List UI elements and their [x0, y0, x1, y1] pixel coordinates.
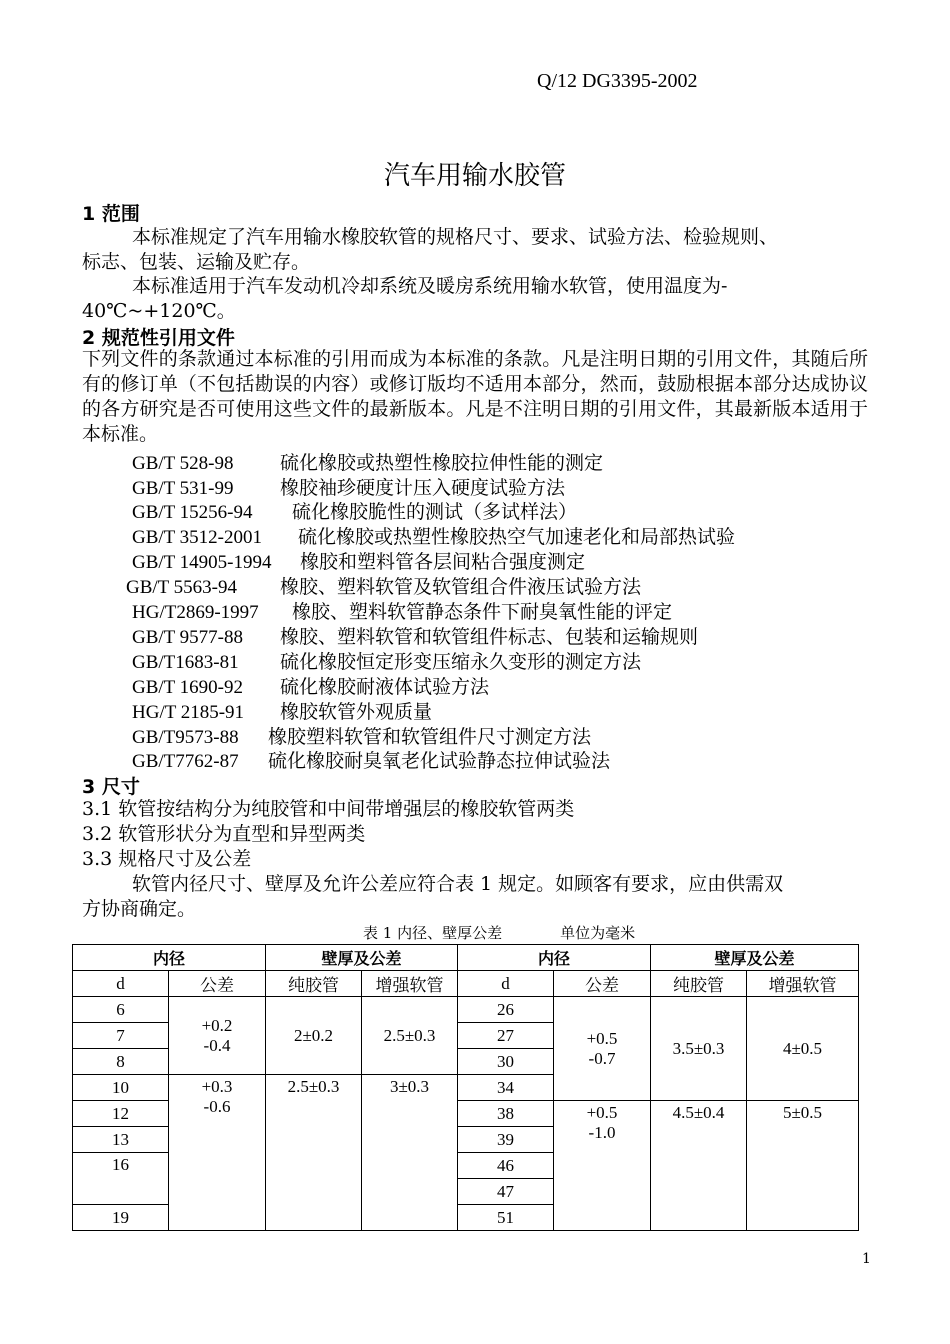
reference-title: 硫化橡胶耐液体试验方法: [280, 676, 490, 698]
col-header-d: d: [458, 971, 554, 997]
reference-item: [132, 473, 565, 500]
standard-code: Q/12 DG3395-2002: [537, 70, 698, 92]
reference-code: GB/T9573-88: [132, 727, 239, 748]
col-header-reinforced: 增强软管: [747, 971, 859, 997]
cell-diameter: 12: [73, 1101, 169, 1127]
reference-code: HG/T2869-1997: [132, 602, 259, 623]
reference-title: 橡胶袖珍硬度计压入硬度试验方法: [280, 477, 566, 499]
reference-item: [132, 448, 603, 475]
col-header-pure-rubber: 纯胶管: [266, 971, 362, 997]
header-inner-diameter-right: 内径: [458, 945, 651, 971]
reference-title: 硫化橡胶耐臭氧老化试验静态拉伸试验法: [268, 750, 611, 772]
reference-item: [132, 746, 610, 773]
cell-reinforced-wall: 4±0.5: [747, 997, 859, 1101]
cell-diameter: 27: [458, 1023, 554, 1049]
header-inner-diameter-left: 内径: [73, 945, 266, 971]
cell-pure-wall: 3.5±0.3: [651, 997, 747, 1101]
cell-diameter: 39: [458, 1127, 554, 1153]
cell-diameter: 6: [73, 997, 169, 1023]
tolerance-lower: -0.4: [203, 1035, 231, 1055]
section-3-para-line1: 软管内径尺寸、壁厚及允许公差应符合表 1 规定。如顾客有要求，应由供需双: [132, 873, 784, 895]
reference-title: 硫化橡胶脆性的测试（多试样法）: [292, 501, 578, 523]
section-3-item-3: 3.3 规格尺寸及公差: [82, 848, 252, 870]
section-1-para1-line2: 标志、包装、运输及贮存。: [82, 251, 311, 273]
reference-item: [132, 647, 641, 674]
col-header-d: d: [73, 971, 169, 997]
col-header-tolerance: 公差: [169, 971, 266, 997]
reference-title: 橡胶、塑料软管和软管组件标志、包装和运输规则: [280, 626, 699, 648]
section-2-heading: 2 规范性引用文件: [82, 327, 235, 349]
header-wall-thickness-left: 壁厚及公差: [266, 945, 458, 971]
col-header-tolerance: 公差: [554, 971, 651, 997]
section-3-item-2: 3.2 软管形状分为直型和异型两类: [82, 823, 366, 845]
table-caption: [363, 922, 635, 943]
reference-item: [132, 497, 577, 524]
cell-diameter: 30: [458, 1049, 554, 1075]
cell-diameter: 7: [73, 1023, 169, 1049]
cell-reinforced-wall: 3±0.3: [362, 1075, 458, 1231]
reference-code: GB/T 5563-94: [126, 577, 238, 598]
section-1-para2-line1: 本标准适用于汽车发动机冷却系统及暖房系统用输水软管，使用温度为-: [132, 275, 728, 297]
reference-code: GB/T 3512-2001: [132, 527, 263, 548]
tolerance-lower: -0.6: [203, 1097, 231, 1116]
section-2-intro: 下列文件的条款通过本标准的引用而成为本标准的条款。凡是注明日期的引用文件，其随后所有的修订单（不包括勘误的内容）或修订版均不适用本部分，然而，鼓励根据本部分达成协议的各方研究是否可使用这些文件的最新版本。凡是不注明日期的引用文件，其最新版本适用于本标准。: [82, 348, 868, 445]
cell-reinforced-wall: 2.5±0.3: [362, 997, 458, 1075]
col-header-reinforced: 增强软管: [362, 971, 458, 997]
table-caption-unit: 单位为毫米: [560, 924, 636, 942]
cell-diameter: 47: [458, 1179, 554, 1205]
cell-diameter: 34: [458, 1075, 554, 1101]
reference-code: GB/T 15256-94: [132, 502, 253, 523]
table-caption-title: 表 1 内径、壁厚公差: [363, 924, 503, 942]
tolerance-upper: +0.3: [201, 1077, 233, 1096]
cell-diameter: 51: [458, 1205, 554, 1231]
reference-item: [132, 722, 591, 749]
reference-code: GB/T 1690-92: [132, 677, 244, 698]
section-3-para-line2: 方协商确定。: [82, 898, 197, 920]
reference-item: [132, 547, 585, 574]
reference-code: GB/T1683-81: [132, 652, 239, 673]
cell-pure-wall: 2.5±0.3: [266, 1075, 362, 1231]
page-number: 1: [862, 1251, 871, 1267]
cell-diameter: 8: [73, 1049, 169, 1075]
reference-item: [132, 597, 672, 624]
cell-tolerance: [169, 997, 266, 1075]
reference-item: [132, 697, 432, 724]
col-header-pure-rubber: 纯胶管: [651, 971, 747, 997]
cell-diameter: 46: [458, 1153, 554, 1179]
tolerance-upper: +0.5: [586, 1028, 618, 1048]
reference-title: 橡胶、塑料软管静态条件下耐臭氧性能的评定: [292, 601, 673, 623]
reference-item: [132, 622, 698, 649]
section-1-para1-line1: 本标准规定了汽车用输水橡胶软管的规格尺寸、要求、试验方法、检验规则、: [132, 226, 779, 248]
header-wall-thickness-right: 壁厚及公差: [651, 945, 859, 971]
reference-item: [132, 522, 735, 549]
cell-diameter: 16: [73, 1153, 169, 1205]
reference-title: 橡胶和塑料管各层间粘合强度测定: [300, 551, 586, 573]
reference-item: [132, 672, 489, 699]
reference-code: GB/T 14905-1994: [132, 552, 272, 573]
document-title: 汽车用输水胶管: [383, 161, 566, 191]
cell-pure-wall: 4.5±0.4: [651, 1101, 747, 1231]
reference-code: GB/T 9577-88: [132, 627, 244, 648]
dimension-tolerance-table: [72, 944, 859, 1231]
reference-title: 橡胶、塑料软管及软管组合件液压试验方法: [280, 576, 642, 598]
section-3-item-1: 3.1 软管按结构分为纯胶管和中间带增强层的橡胶软管两类: [82, 798, 575, 820]
tolerance-upper: +0.2: [201, 1015, 233, 1035]
cell-tolerance: [554, 1101, 651, 1231]
reference-title: 硫化橡胶或热塑性橡胶拉伸性能的测定: [280, 452, 604, 474]
tolerance-lower: -0.7: [588, 1048, 616, 1068]
cell-diameter: 19: [73, 1205, 169, 1231]
cell-pure-wall: 2±0.2: [266, 997, 362, 1075]
tolerance-upper: +0.5: [586, 1103, 618, 1122]
section-1-heading: 1 范围: [82, 203, 140, 225]
reference-code: GB/T7762-87: [132, 751, 239, 772]
reference-title: 橡胶软管外观质量: [280, 701, 433, 723]
reference-code: GB/T 531-99: [132, 478, 234, 499]
section-3-heading: 3 尺寸: [82, 776, 140, 798]
reference-item: [126, 572, 641, 599]
cell-tolerance: [554, 997, 651, 1101]
cell-diameter: 38: [458, 1101, 554, 1127]
cell-diameter: 13: [73, 1127, 169, 1153]
reference-title: 硫化橡胶恒定形变压缩永久变形的测定方法: [280, 651, 642, 673]
reference-code: GB/T 528-98: [132, 453, 234, 474]
reference-title: 硫化橡胶或热塑性橡胶热空气加速老化和局部热试验: [298, 526, 736, 548]
cell-diameter: 26: [458, 997, 554, 1023]
section-1-para2-line2: 40℃~+120℃。: [82, 300, 236, 322]
cell-reinforced-wall: 5±0.5: [747, 1101, 859, 1231]
cell-diameter: 10: [73, 1075, 169, 1101]
cell-tolerance: [169, 1075, 266, 1231]
reference-code: HG/T 2185-91: [132, 702, 245, 723]
tolerance-lower: -1.0: [588, 1123, 616, 1142]
reference-title: 橡胶塑料软管和软管组件尺寸测定方法: [268, 726, 592, 748]
